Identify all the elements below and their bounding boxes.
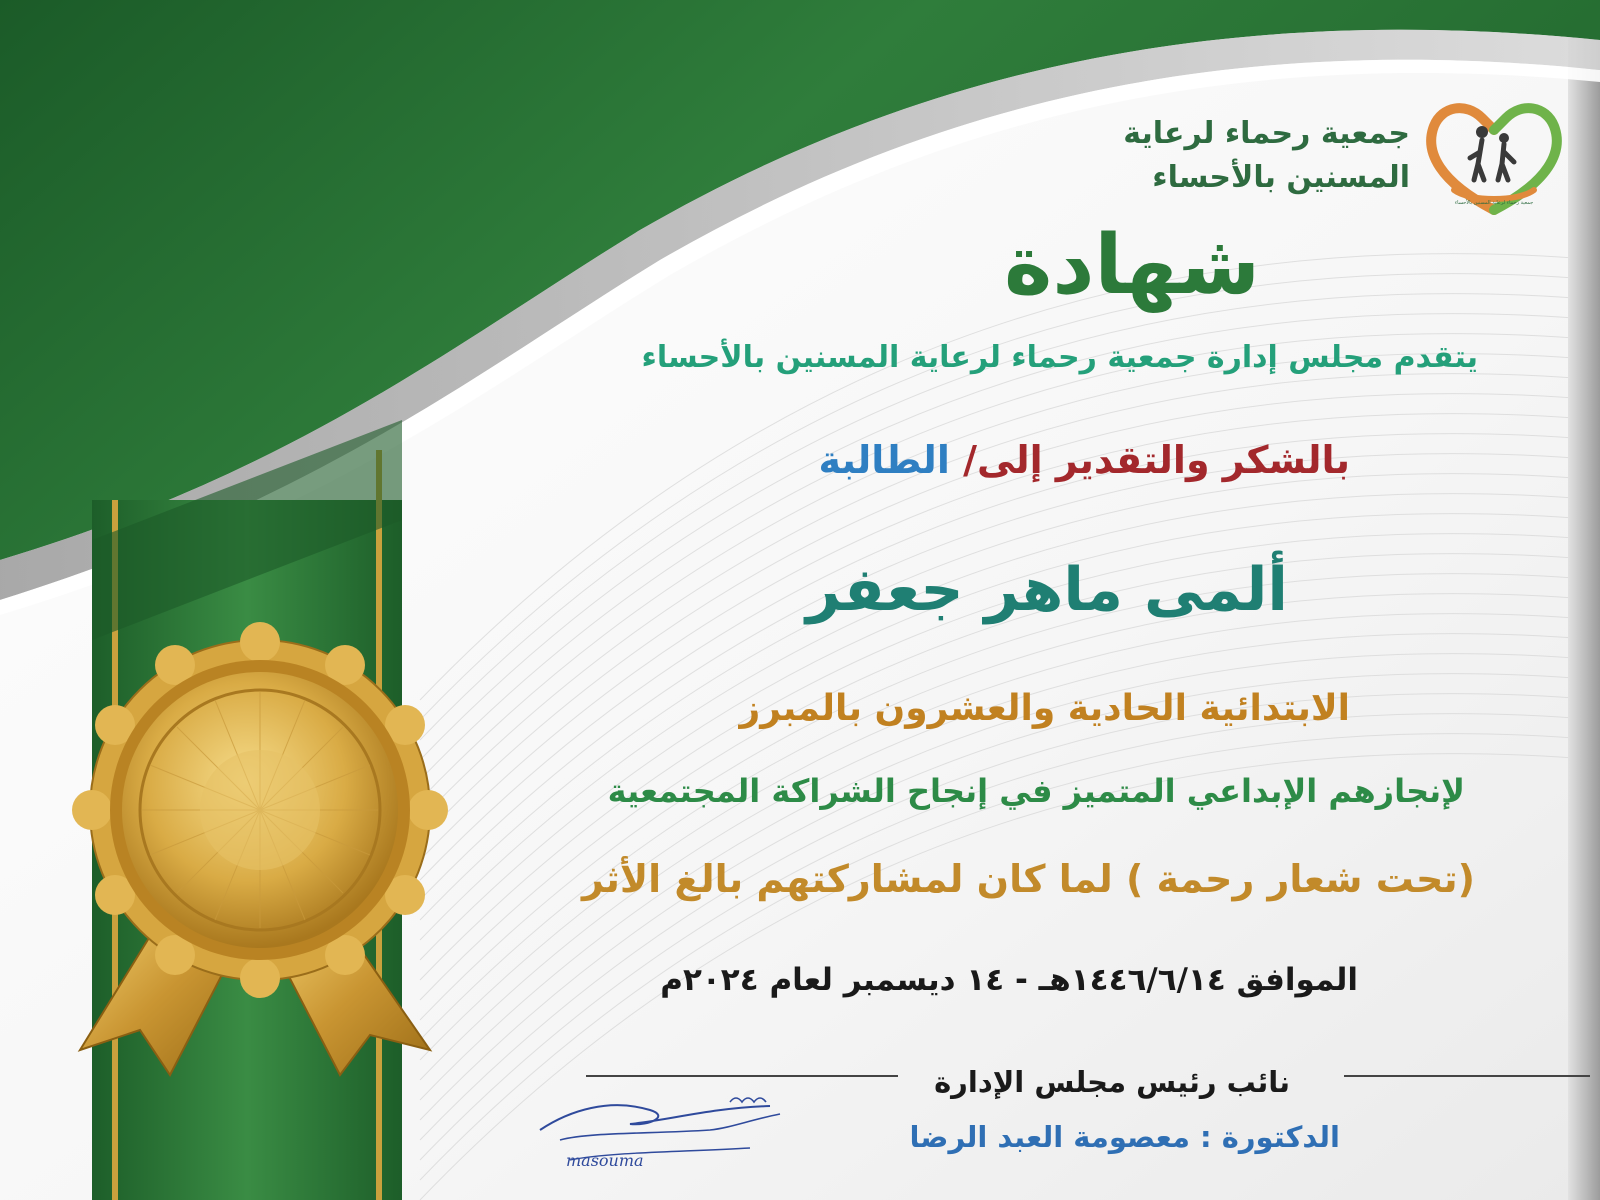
organization-name-line2: المسنين بالأحساء xyxy=(1152,160,1410,195)
motto-line: (تحت شعار رحمة ) لما كان لمشاركتهم بالغ الأثر xyxy=(581,857,1475,901)
heart-hands-elderly-logo xyxy=(1420,92,1568,222)
organization-name-line1: جمعية رحماء لرعاية xyxy=(1123,116,1410,151)
gold-award-seal-icon xyxy=(40,620,480,1080)
recipient-label: الطالبة xyxy=(818,438,950,482)
organization-name xyxy=(1123,112,1410,200)
certificate-title: شهادة xyxy=(1003,218,1260,313)
signatory-name: الدكتورة : معصومة العبد الرضا xyxy=(909,1120,1340,1154)
achievement-line: لإنجازهم الإبداعي المتميز في إنجاح الشراكة المجتمعية xyxy=(607,772,1465,810)
logo-small-text: جمعية رحماء لرعاية المسنين بالأحساء xyxy=(1454,200,1534,206)
thanks-label: بالشكر والتقدير إلى/ xyxy=(963,438,1350,482)
recipient-name: ألمى ماهر جعفر xyxy=(805,555,1288,625)
school-name: الابتدائية الحادية والعشرون بالمبرز xyxy=(739,688,1350,729)
signatory-title: نائب رئيس مجلس الإدارة xyxy=(934,1065,1290,1099)
thanks-line xyxy=(818,438,1350,482)
signature-image xyxy=(530,1090,790,1170)
signature-text: masouma xyxy=(566,1151,644,1170)
date-line: الموافق ١٤٤٦/٦/١٤هـ - ١٤ ديسمبر لعام ٢٠٢٤م xyxy=(660,962,1358,998)
presenter-line: يتقدم مجلس إدارة جمعية رحماء لرعاية المسنين بالأحساء xyxy=(641,340,1478,375)
